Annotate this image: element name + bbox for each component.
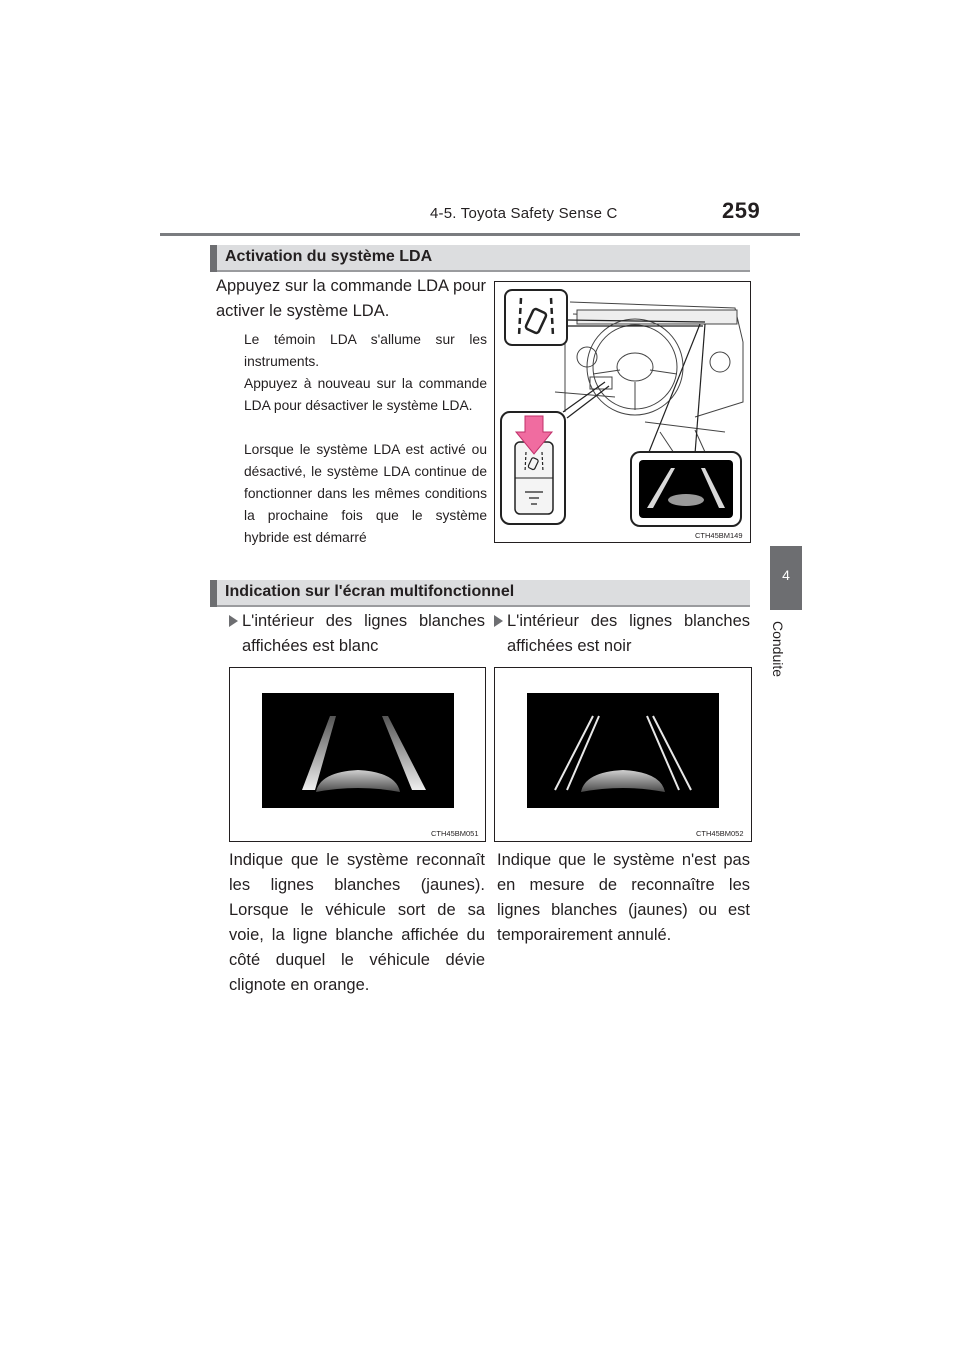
activation-instruction: Appuyez sur la commande LDA pour activer le système LDA.: [216, 277, 486, 320]
chapter-tab-label: [772, 617, 800, 687]
section-title: Indication sur l'écran multifonctionnel: [225, 583, 515, 600]
section-title: Activation du système LDA: [225, 248, 433, 265]
header-rule: [160, 233, 800, 236]
page-number: 259: [722, 198, 761, 223]
heading-bar: [210, 245, 217, 272]
dashboard-figure: [494, 281, 751, 543]
description-not-recognized: Indique que le système n'est pas en mesure de reconnaître les lignes blanches (jaunes) ou est temporairement annulé.: [497, 851, 750, 944]
section-heading-display: [210, 580, 750, 607]
bullet-white-inside: [229, 609, 485, 659]
heading-bar: [210, 580, 217, 607]
multi-info-display-black: [527, 693, 719, 808]
figure-code-149: CTH45BM149: [695, 531, 743, 540]
bullet-text: L'intérieur des lignes blanches affichées est noir: [507, 612, 750, 655]
section-heading-lda-activation: [210, 245, 750, 272]
running-header-section: 4-5. Toyota Safety Sense C: [430, 205, 618, 222]
note-memory: Lorsque le système LDA est activé ou désactivé, le système LDA continue de fonctionner dans les mêmes conditions la prochaine fois que le système hybride est démarré: [244, 442, 487, 545]
display-figure-recognized: [229, 667, 486, 842]
dashboard-illustration: [495, 282, 750, 542]
note-deactivate: Appuyez à nouveau sur la commande LDA pour désactiver le système LDA.: [244, 376, 487, 413]
bullet-arrow-icon: [494, 615, 503, 627]
bullet-text: L'intérieur des lignes blanches affichées est blanc: [242, 612, 485, 655]
bullet-black-inside: [494, 609, 750, 659]
description-recognized: Indique que le système reconnaît les lignes blanches (jaunes). Lorsque le véhicule sort de sa voie, la ligne blanche affichée du côté duquel le véhicule dévie clignote en orange.: [229, 851, 485, 994]
display-figure-not-recognized: [494, 667, 752, 842]
chapter-tab[interactable]: 4: [770, 546, 802, 610]
multi-info-display-black: [262, 693, 454, 808]
bullet-arrow-icon: [229, 615, 238, 627]
lda-indicator-icon-box: [505, 290, 567, 345]
figure-code-052: CTH45BM052: [696, 829, 744, 838]
figure-code-051: CTH45BM051: [431, 829, 479, 838]
chapter-label-text: Conduite: [770, 621, 786, 678]
note-indicator: Le témoin LDA s'allume sur les instruments.: [244, 332, 487, 369]
